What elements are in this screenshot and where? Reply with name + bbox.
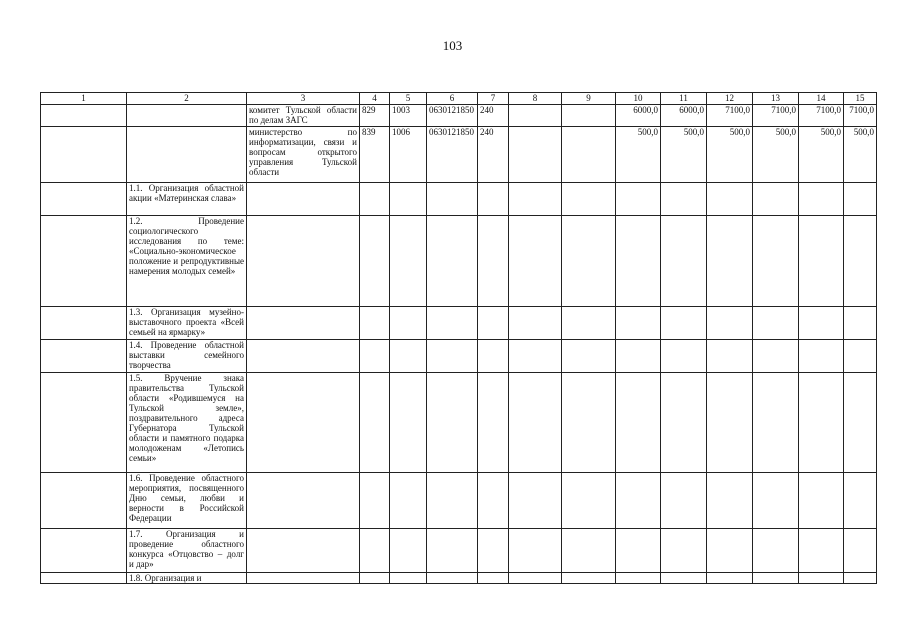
value-col-14-cell (799, 307, 844, 340)
column-header: 13 (753, 93, 799, 105)
value-col-11-cell: 500,0 (661, 127, 707, 183)
value-col-10-cell (616, 216, 661, 307)
gov-code-cell (360, 216, 390, 307)
value-col-11-cell (661, 473, 707, 529)
column-header: 2 (127, 93, 247, 105)
table-row (41, 105, 877, 127)
value-col-12-cell (707, 216, 753, 307)
responsible-body-cell (247, 307, 360, 340)
value-col-15-cell (844, 573, 877, 584)
col-1-cell (41, 216, 127, 307)
expense-type-cell (478, 373, 509, 473)
col-9-cell (562, 373, 616, 473)
activity-name-cell: 1.4. Проведение областной выставки семейного творчества (127, 340, 247, 373)
gov-code-cell (360, 573, 390, 584)
responsible-body-cell (247, 340, 360, 373)
value-col-10-cell (616, 529, 661, 573)
value-col-12-cell (707, 373, 753, 473)
col-1-cell (41, 529, 127, 573)
gov-code-cell (360, 183, 390, 216)
col-1-cell (41, 307, 127, 340)
value-col-15-cell: 7100,0 (844, 105, 877, 127)
col-9-cell (562, 105, 616, 127)
expense-type-cell (478, 307, 509, 340)
section-code-cell: 1003 (390, 105, 427, 127)
col-8-cell (509, 183, 562, 216)
table-row (41, 373, 877, 473)
value-col-14-cell (799, 373, 844, 473)
section-code-cell (390, 529, 427, 573)
column-header: 9 (562, 93, 616, 105)
value-col-10-cell: 6000,0 (616, 105, 661, 127)
column-header: 11 (661, 93, 707, 105)
section-code-cell (390, 216, 427, 307)
activity-name-cell: 1.3. Организация музейно-выставочного проекта «Всей семьей на ярмарку» (127, 307, 247, 340)
value-col-12-cell (707, 473, 753, 529)
value-col-12-cell (707, 340, 753, 373)
responsible-body-cell (247, 473, 360, 529)
value-col-13-cell: 500,0 (753, 127, 799, 183)
gov-code-cell (360, 529, 390, 573)
responsible-body-cell (247, 573, 360, 584)
col-9-cell (562, 127, 616, 183)
col-1-cell (41, 373, 127, 473)
col-9-cell (562, 307, 616, 340)
value-col-10-cell (616, 340, 661, 373)
column-header: 15 (844, 93, 877, 105)
col-8-cell (509, 127, 562, 183)
section-code-cell (390, 473, 427, 529)
gov-code-cell (360, 340, 390, 373)
col-1-cell (41, 127, 127, 183)
value-col-12-cell (707, 573, 753, 584)
table-row (41, 473, 877, 529)
value-col-13-cell: 7100,0 (753, 105, 799, 127)
column-header: 10 (616, 93, 661, 105)
value-col-12-cell (707, 307, 753, 340)
budget-table (40, 92, 877, 584)
value-col-12-cell: 500,0 (707, 127, 753, 183)
gov-code-cell: 829 (360, 105, 390, 127)
section-code-cell (390, 183, 427, 216)
target-article-cell (427, 307, 478, 340)
responsible-body-cell: министерство по информатизации, связи и вопросам открытого управления Тульской области (247, 127, 360, 183)
activity-name-cell (127, 105, 247, 127)
activity-name-cell (127, 127, 247, 183)
value-col-14-cell: 500,0 (799, 127, 844, 183)
value-col-10-cell (616, 473, 661, 529)
expense-type-cell: 240 (478, 127, 509, 183)
value-col-14-cell (799, 183, 844, 216)
gov-code-cell: 839 (360, 127, 390, 183)
section-code-cell (390, 340, 427, 373)
section-code-cell (390, 573, 427, 584)
activity-name-cell: 1.7. Организация и проведение областного конкурса «Отцовство – долг и дар» (127, 529, 247, 573)
col-9-cell (562, 340, 616, 373)
value-col-14-cell (799, 529, 844, 573)
col-1-cell (41, 340, 127, 373)
column-header: 7 (478, 93, 509, 105)
target-article-cell (427, 183, 478, 216)
expense-type-cell (478, 183, 509, 216)
activity-name-cell: 1.8. Организация и (127, 573, 247, 584)
activity-name-cell: 1.2. Проведение социологического исследования по теме: «Социально-экономическое положение и репродуктивные намерения молодых семей» (127, 216, 247, 307)
value-col-13-cell (753, 183, 799, 216)
value-col-11-cell (661, 529, 707, 573)
responsible-body-cell: комитет Тульской области по делам ЗАГС (247, 105, 360, 127)
target-article-cell (427, 473, 478, 529)
value-col-13-cell (753, 340, 799, 373)
value-col-15-cell (844, 340, 877, 373)
value-col-13-cell (753, 216, 799, 307)
col-9-cell (562, 529, 616, 573)
col-9-cell (562, 216, 616, 307)
expense-type-cell (478, 216, 509, 307)
table-row (41, 127, 877, 183)
table-row (41, 216, 877, 307)
value-col-11-cell (661, 307, 707, 340)
responsible-body-cell (247, 373, 360, 473)
value-col-13-cell (753, 373, 799, 473)
responsible-body-cell (247, 183, 360, 216)
activity-name-cell: 1.1. Организация областной акции «Материнская слава» (127, 183, 247, 216)
col-8-cell (509, 473, 562, 529)
expense-type-cell (478, 473, 509, 529)
col-8-cell (509, 340, 562, 373)
responsible-body-cell (247, 529, 360, 573)
value-col-13-cell (753, 307, 799, 340)
expense-type-cell (478, 573, 509, 584)
activity-name-cell: 1.6. Проведение областного мероприятия, посвященного Дню семьи, любви и верности в Российской Федерации (127, 473, 247, 529)
col-8-cell (509, 573, 562, 584)
table-row (41, 573, 877, 584)
col-8-cell (509, 105, 562, 127)
column-header: 3 (247, 93, 360, 105)
value-col-11-cell (661, 573, 707, 584)
target-article-cell (427, 529, 478, 573)
value-col-11-cell (661, 373, 707, 473)
col-9-cell (562, 183, 616, 216)
section-code-cell: 1006 (390, 127, 427, 183)
col-8-cell (509, 216, 562, 307)
value-col-10-cell (616, 307, 661, 340)
page-number: 103 (442, 38, 463, 53)
col-1-cell (41, 183, 127, 216)
value-col-14-cell (799, 216, 844, 307)
column-header: 12 (707, 93, 753, 105)
col-9-cell (562, 473, 616, 529)
value-col-15-cell (844, 373, 877, 473)
value-col-12-cell (707, 529, 753, 573)
value-col-10-cell (616, 183, 661, 216)
col-9-cell (562, 573, 616, 584)
table-row (41, 183, 877, 216)
gov-code-cell (360, 307, 390, 340)
value-col-10-cell (616, 373, 661, 473)
target-article-cell (427, 216, 478, 307)
table-row (41, 307, 877, 340)
value-col-13-cell (753, 473, 799, 529)
column-header: 1 (41, 93, 127, 105)
gov-code-cell (360, 473, 390, 529)
value-col-15-cell: 500,0 (844, 127, 877, 183)
value-col-13-cell (753, 573, 799, 584)
expense-type-cell: 240 (478, 105, 509, 127)
value-col-11-cell (661, 340, 707, 373)
activity-name-cell: 1.5. Вручение знака правительства Тульской области «Родившемуся на Тульской земле», поздравительного адреса Губернатора Тульской области и памятного подарка молодоженам «Летопись семьи» (127, 373, 247, 473)
target-article-cell: 0630121850 (427, 105, 478, 127)
value-col-11-cell: 6000,0 (661, 105, 707, 127)
gov-code-cell (360, 373, 390, 473)
col-8-cell (509, 373, 562, 473)
section-code-cell (390, 373, 427, 473)
value-col-15-cell (844, 183, 877, 216)
column-header: 4 (360, 93, 390, 105)
target-article-cell (427, 340, 478, 373)
value-col-10-cell (616, 573, 661, 584)
section-code-cell (390, 307, 427, 340)
value-col-15-cell (844, 473, 877, 529)
value-col-15-cell (844, 216, 877, 307)
value-col-10-cell: 500,0 (616, 127, 661, 183)
col-8-cell (509, 529, 562, 573)
value-col-12-cell: 7100,0 (707, 105, 753, 127)
value-col-14-cell: 7100,0 (799, 105, 844, 127)
value-col-15-cell (844, 307, 877, 340)
responsible-body-cell (247, 216, 360, 307)
value-col-11-cell (661, 216, 707, 307)
value-col-11-cell (661, 183, 707, 216)
column-header: 8 (509, 93, 562, 105)
value-col-13-cell (753, 529, 799, 573)
target-article-cell: 0630121850 (427, 127, 478, 183)
value-col-14-cell (799, 573, 844, 584)
value-col-14-cell (799, 340, 844, 373)
column-header: 5 (390, 93, 427, 105)
column-header: 6 (427, 93, 478, 105)
expense-type-cell (478, 340, 509, 373)
table-row (41, 340, 877, 373)
value-col-14-cell (799, 473, 844, 529)
col-8-cell (509, 307, 562, 340)
column-header: 14 (799, 93, 844, 105)
table-row (41, 529, 877, 573)
col-1-cell (41, 473, 127, 529)
value-col-12-cell (707, 183, 753, 216)
col-1-cell (41, 573, 127, 584)
expense-type-cell (478, 529, 509, 573)
column-number-row (41, 93, 877, 105)
col-1-cell (41, 105, 127, 127)
value-col-15-cell (844, 529, 877, 573)
target-article-cell (427, 573, 478, 584)
target-article-cell (427, 373, 478, 473)
